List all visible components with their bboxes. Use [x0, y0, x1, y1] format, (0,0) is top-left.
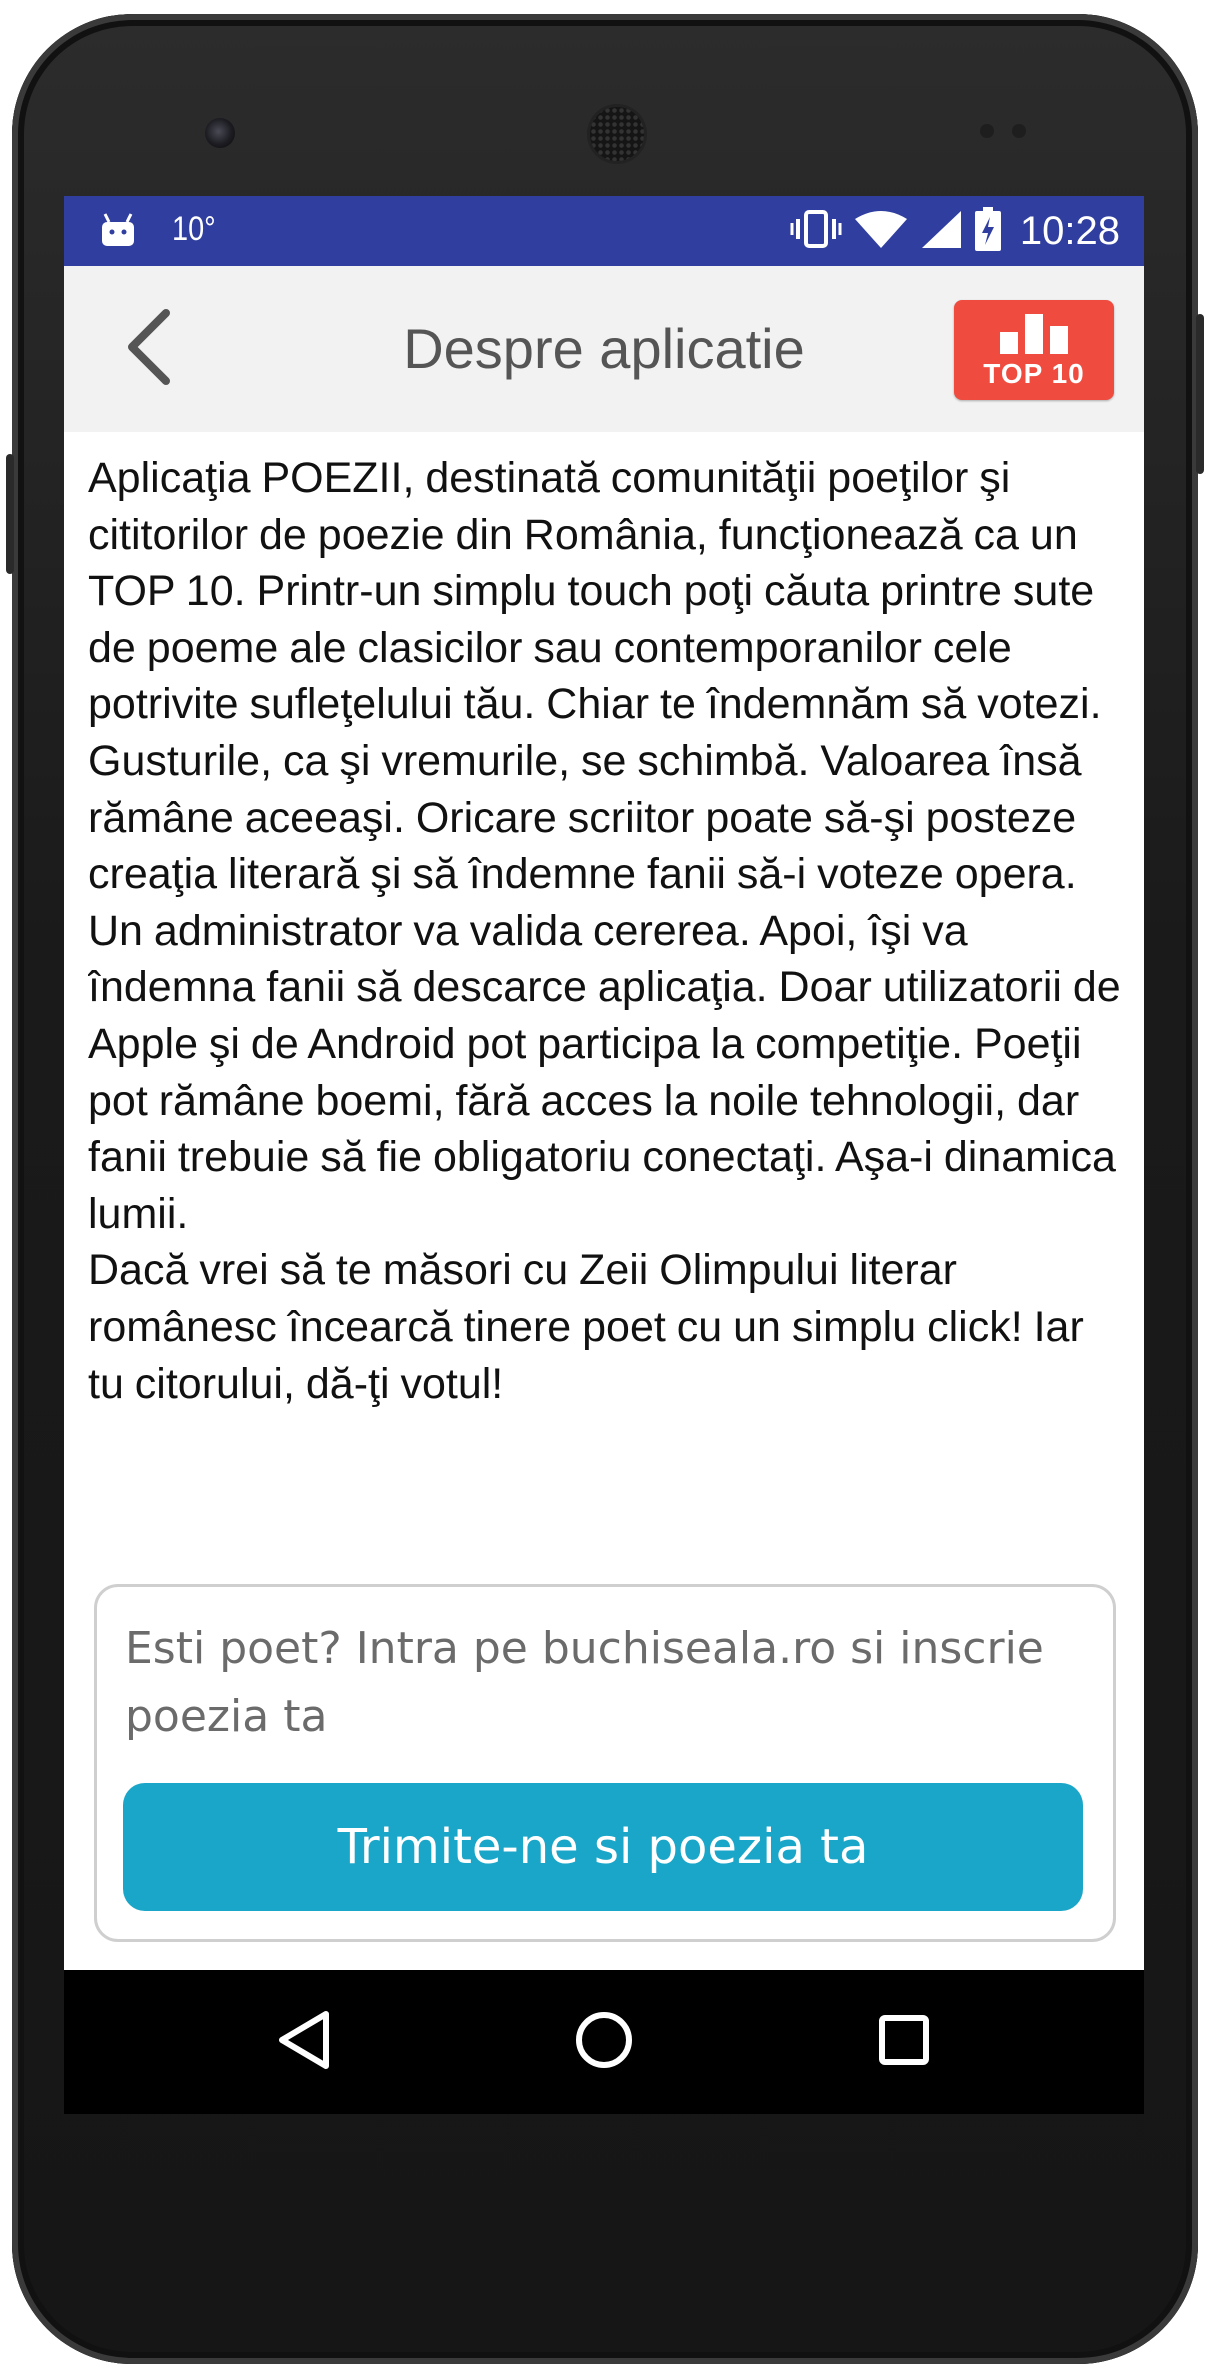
- page-title: Despre aplicatie: [403, 317, 805, 380]
- battery-charging-icon: [974, 207, 1002, 255]
- power-button: [1196, 314, 1204, 474]
- about-text-scroll[interactable]: [88, 450, 1128, 1746]
- submit-poem-prompt: Esti poet? Intra pe buchiseala.ro si inscrie poezia ta: [125, 1623, 1044, 1742]
- nav-back-button[interactable]: [264, 2002, 344, 2082]
- submit-poem-card: [94, 1584, 1116, 1942]
- vibrate-icon: [790, 209, 842, 253]
- back-triangle-icon: [276, 2010, 332, 2074]
- android-notification-icon: [100, 212, 136, 252]
- top10-button[interactable]: [954, 300, 1114, 400]
- bar-chart-icon: [998, 314, 1070, 354]
- front-camera: [205, 118, 235, 148]
- about-paragraph: Aplicaţia POEZII, destinată comunităţii poeţilor şi cititorilor de poezie din România, funcţionează ca un TOP 10. Printr-un simplu touch poţi căuta printre sute de poeme ale clasicilor sau contemporanilor cele potrivite sufleţelului tău. Chiar te îndemnăm să votezi. Gusturile, ca şi vremurile, se schimbă. Valoarea însă rămâne aceeaşi. Oricare scriitor poate să-şi posteze creaţia literară şi să îndemne fanii să-i voteze opera. Un administrator va valida cererea. Apoi, îşi va îndemna fanii să descarce aplicaţia. Doar utilizatorii de Apple şi de Android pot participa la competiţie. Poeţii pot rămâne boemi, fără acces la noile tehnologii, dar fanii trebuie să fie obligatoriu conectaţi. Aşa-i dinamica lumii.: [88, 454, 1121, 1238]
- status-icons: [790, 196, 1120, 266]
- submit-poem-button[interactable]: Trimite-ne si poezia ta: [123, 1783, 1083, 1911]
- navigation-bar: [64, 1970, 1144, 2114]
- status-bar: [64, 196, 1144, 266]
- signal-icon: [920, 209, 962, 253]
- about-paragraph: Dacă vrei să te măsori cu Zeii Olimpului literar românesc încearcă tinere poet cu un simplu click! Iar tu citorului, dă-ţi votul!: [88, 1246, 1084, 1408]
- clock: 10:28: [1019, 208, 1120, 253]
- home-circle-icon: [574, 2010, 634, 2074]
- nav-recents-button[interactable]: [864, 2002, 944, 2082]
- temperature-readout: 10°: [172, 210, 216, 248]
- volume-button: [6, 454, 14, 574]
- proximity-sensor: [980, 124, 994, 138]
- earpiece-speaker: [590, 107, 644, 161]
- wifi-icon: [854, 209, 908, 253]
- recents-square-icon: [878, 2014, 930, 2070]
- nav-home-button[interactable]: [564, 2002, 644, 2082]
- light-sensor: [1012, 124, 1026, 138]
- screen: [64, 196, 1144, 2114]
- app-bar: [64, 266, 1144, 432]
- top10-label: TOP 10: [983, 358, 1085, 389]
